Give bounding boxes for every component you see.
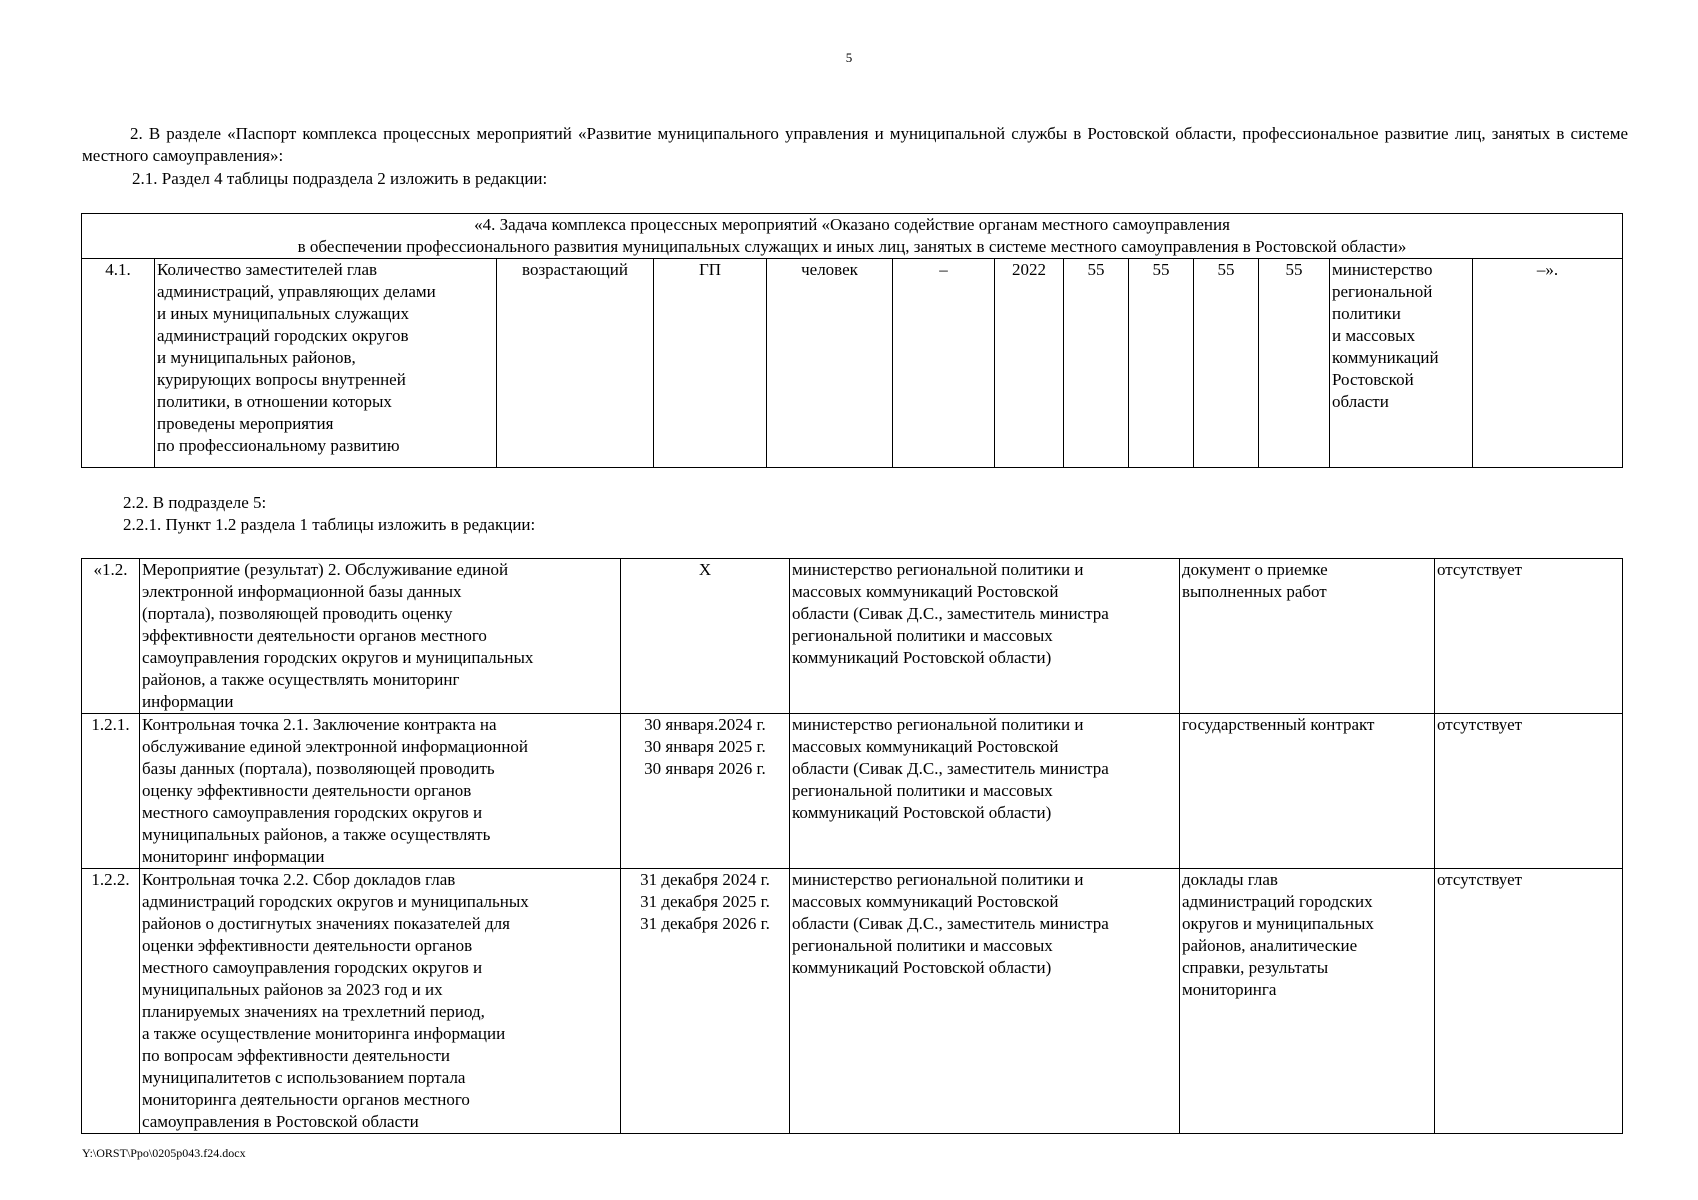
base-value: – [893, 259, 995, 468]
row-number: 4.1. [82, 259, 155, 468]
base-year: 2022 [995, 259, 1064, 468]
table-row [82, 259, 1623, 468]
measure-document: доклады глав администраций городских округов и муниципальных районов, аналитические справки, результаты мониторинга [1180, 869, 1435, 1134]
indicator-name: Количество заместителей глав администраций, управляющих делами и иных муниципальных служащих администраций городских округов и муниципальных районов, курирующих вопросы внутренней политики, в отношении которых проведены мероприятия по профессиональному развитию [155, 259, 497, 468]
paragraph-2-2: 2.2. В подразделе 5: [123, 493, 267, 512]
measures-table [81, 558, 1623, 1134]
header-line-1: «4. Задача комплекса процессных мероприятий «Оказано содействие органам местного самоуправления [474, 215, 1230, 234]
table-row [82, 559, 1623, 714]
row-number: 1.2.2. [82, 869, 140, 1134]
measure-system: отсутствует [1435, 714, 1623, 869]
value-4: 55 [1259, 259, 1330, 468]
paragraph-section-2: 2. В разделе «Паспорт комплекса процессных мероприятий «Развитие муниципального управления и муниципальной службы в Ростовской области, профессиональное развитие лиц, занятых в системе местного самоуправления»: [82, 124, 1628, 165]
indicator-unit: человек [767, 259, 893, 468]
indicator-direction: возрастающий [497, 259, 654, 468]
measure-system: отсутствует [1435, 559, 1623, 714]
page-number: 5 [845, 50, 853, 65]
responsible: министерство региональной политики и массовых коммуникаций Ростовской области [1330, 259, 1473, 468]
indicator-table-header [82, 214, 1623, 259]
value-1: 55 [1064, 259, 1129, 468]
table-row [82, 869, 1623, 1134]
measure-responsible: министерство региональной политики и массовых коммуникаций Ростовской области (Сивак Д.С., заместитель министра региональной политики и массовых коммуникаций Ростовской области) [790, 869, 1180, 1134]
row-number: 1.2.1. [82, 714, 140, 869]
row-end: –». [1473, 259, 1623, 468]
value-3: 55 [1194, 259, 1259, 468]
measure-document: государственный контракт [1180, 714, 1435, 869]
row-number: «1.2. [82, 559, 140, 714]
table-row [82, 714, 1623, 869]
measure-document: документ о приемке выполненных работ [1180, 559, 1435, 714]
indicator-table [81, 213, 1623, 468]
measure-date: Х [621, 559, 790, 714]
measure-date: 30 января.2024 г. 30 января 2025 г. 30 января 2026 г. [621, 714, 790, 869]
indicator-level: ГП [654, 259, 767, 468]
measure-name: Мероприятие (результат) 2. Обслуживание единой электронной информационной базы данных (портала), позволяющей проводить оценку эффективности деятельности органов местного самоуправления городских округов и муниципальных районов, а также осуществлять мониторинг информации [140, 559, 621, 714]
measure-system: отсутствует [1435, 869, 1623, 1134]
measure-name: Контрольная точка 2.1. Заключение контракта на обслуживание единой электронной информационной базы данных (портала), позволяющей проводить оценку эффективности деятельности органов местного самоуправления городских округов и муниципальных районов, а также осуществлять мониторинг информации [140, 714, 621, 869]
file-path-footer: Y:\ORST\Ppo\0205p043.f24.docx [82, 1146, 246, 1160]
value-2: 55 [1129, 259, 1194, 468]
measure-responsible: министерство региональной политики и массовых коммуникаций Ростовской области (Сивак Д.С., заместитель министра региональной политики и массовых коммуникаций Ростовской области) [790, 714, 1180, 869]
paragraph-2-1: 2.1. Раздел 4 таблицы подраздела 2 изложить в редакции: [132, 169, 548, 188]
header-line-2: в обеспечении профессионального развития муниципальных служащих и иных лиц, занятых в системе местного самоуправления в Ростовской области» [297, 237, 1407, 256]
measure-name: Контрольная точка 2.2. Сбор докладов глав администраций городских округов и муниципальных районов о достигнутых значениях показателей для оценки эффективности деятельности органов местного самоуправления городских округов и муниципальных районов за 2023 год и их планируемых значениях на трехлетний период, а также осуществление мониторинга информации по вопросам эффективности деятельности муниципалитетов с использованием портала мониторинга деятельности органов местного самоуправления в Ростовской области [140, 869, 621, 1134]
measure-date: 31 декабря 2024 г. 31 декабря 2025 г. 31 декабря 2026 г. [621, 869, 790, 1134]
measure-responsible: министерство региональной политики и массовых коммуникаций Ростовской области (Сивак Д.С., заместитель министра региональной политики и массовых коммуникаций Ростовской области) [790, 559, 1180, 714]
paragraph-2-2-1: 2.2.1. Пункт 1.2 раздела 1 таблицы изложить в редакции: [123, 515, 536, 534]
